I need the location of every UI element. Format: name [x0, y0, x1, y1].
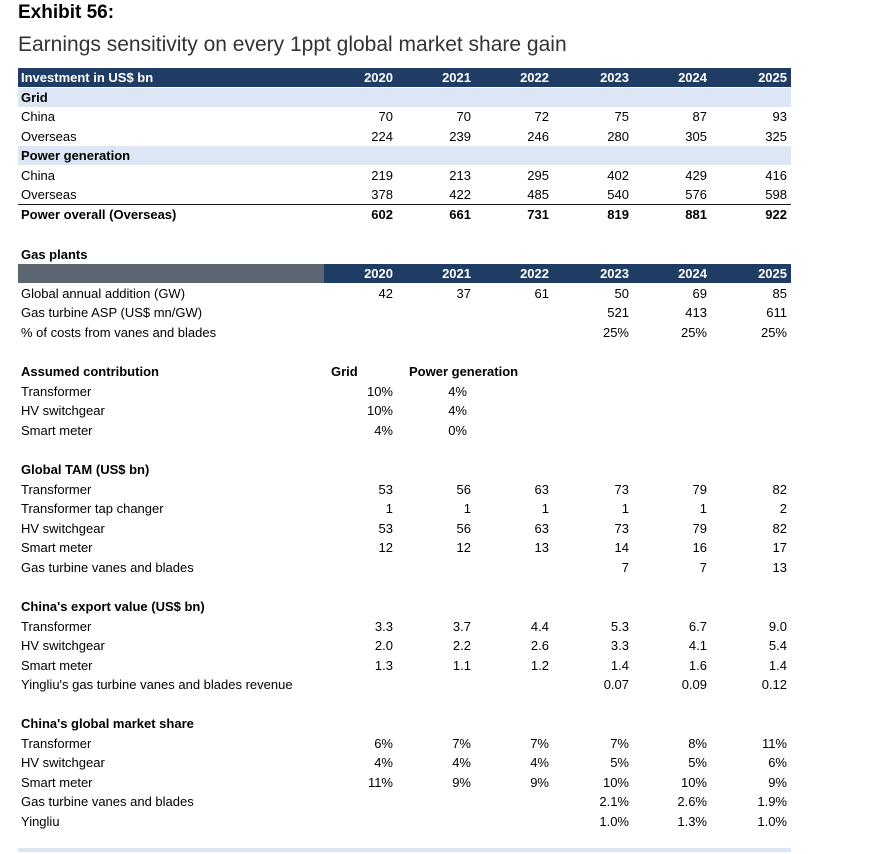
cell-value: 56 [456, 481, 471, 497]
cell-value: 4% [374, 755, 393, 770]
row-label: Transformer tap changer [21, 501, 164, 516]
cell-value: 1.0% [599, 813, 629, 829]
cell-value: 9% [530, 774, 549, 790]
cell-value: 12 [378, 540, 393, 555]
cell-value: 219 [371, 167, 393, 183]
cell-value: 53 [378, 520, 393, 536]
contribution-grid-value: 10% [366, 383, 393, 399]
export-title-row [18, 597, 791, 616]
cell-value: 53 [378, 481, 393, 497]
cell-value: 1.3 [374, 657, 393, 673]
grid-band-row [18, 88, 791, 107]
contribution-power-value: 4% [448, 383, 467, 399]
cell-value: 731 [527, 206, 549, 222]
row-label: Smart meter [21, 774, 93, 790]
cell-value: 325 [765, 128, 787, 144]
cell-value: 25% [602, 324, 629, 340]
share-row-1 [18, 753, 791, 772]
power-total-row [18, 205, 791, 224]
cell-value: 1 [541, 501, 549, 516]
contribution-row-1 [18, 401, 791, 420]
row-label: Transformer [21, 735, 92, 751]
cell-value: 246 [527, 128, 549, 144]
grid-row-1 [18, 127, 791, 146]
cell-value: 73 [614, 481, 629, 497]
row-label: Overseas [21, 128, 77, 144]
year-header-2021: 2021 [442, 266, 471, 281]
grid-row-0 [18, 107, 791, 126]
gas-header-blue-block [324, 264, 791, 283]
contribution-power-value: 4% [448, 403, 467, 418]
cell-value: 576 [685, 187, 707, 202]
row-label: Smart meter [21, 657, 93, 673]
cell-value: 10% [680, 774, 707, 790]
cell-value: 7% [530, 735, 549, 751]
cell-value: 69 [692, 285, 707, 301]
cell-value: 5.3 [610, 618, 629, 634]
cell-value: 2.6% [677, 794, 707, 809]
cell-value: 540 [607, 187, 629, 202]
year-header-2021: 2021 [442, 70, 471, 85]
cell-value: 9% [452, 774, 471, 790]
gas-header-grey-block [18, 264, 324, 283]
contribution-grid-value: 4% [374, 422, 393, 438]
row-label: HV switchgear [21, 403, 105, 418]
cell-value: 416 [765, 167, 787, 183]
gas-header-row [18, 264, 791, 283]
cell-value: 3.3 [374, 618, 393, 634]
cell-value: 1.2 [530, 657, 549, 673]
cell-value: 1.6 [688, 657, 707, 673]
share-row-3 [18, 792, 791, 811]
gas-row-2 [18, 323, 791, 342]
contribution-header-row [18, 362, 791, 381]
share-row-4 [18, 812, 791, 831]
cell-value: 1 [463, 501, 471, 516]
row-label: HV switchgear [21, 638, 105, 653]
row-label: Transformer [21, 383, 92, 399]
row-label: Grid [21, 89, 48, 105]
row-label: China's global market share [21, 716, 194, 731]
cell-value: 63 [534, 520, 549, 536]
year-header-2025: 2025 [758, 266, 787, 281]
cell-value: 224 [371, 128, 393, 144]
cell-value: 1 [385, 501, 393, 516]
cell-value: 429 [685, 167, 707, 183]
cell-value: 13 [772, 559, 787, 575]
cell-value: 82 [772, 481, 787, 497]
cell-value: 1.0% [757, 813, 787, 829]
row-label: Transformer [21, 618, 92, 634]
cell-value: 239 [449, 128, 471, 144]
cell-value: 56 [456, 520, 471, 536]
year-header-2024: 2024 [678, 266, 707, 281]
cell-value: 4% [452, 755, 471, 770]
cell-value: 50 [614, 285, 629, 301]
row-label: Gas turbine ASP (US$ mn/GW) [21, 305, 203, 320]
year-header-2023: 2023 [600, 70, 629, 85]
row-label: China [21, 167, 55, 183]
cell-value: 10% [602, 774, 629, 790]
cell-value: 0.07 [603, 677, 629, 692]
year-header-2022: 2022 [520, 266, 549, 281]
cell-value: 25% [680, 324, 707, 340]
cell-value: 42 [378, 285, 393, 301]
row-label: Smart meter [21, 540, 93, 555]
exhibit-title: Earnings sensitivity on every 1ppt global market share gain [18, 33, 567, 56]
cell-value: 402 [607, 167, 629, 183]
cell-value: 4.4 [530, 618, 549, 634]
cell-value: 521 [607, 305, 629, 320]
share-title-row [18, 714, 791, 733]
year-header-2025: 2025 [758, 70, 787, 85]
cell-value: 93 [772, 109, 787, 124]
contribution-power-value: 0% [448, 422, 467, 438]
cell-value: 16 [692, 540, 707, 555]
cell-value: 6% [768, 755, 787, 770]
cell-value: 2.0 [374, 638, 393, 653]
cell-value: 598 [765, 187, 787, 202]
cell-value: 1.9% [757, 794, 787, 809]
tam-row-2 [18, 519, 791, 538]
row-label: Global TAM (US$ bn) [21, 462, 150, 477]
cell-value: 922 [765, 206, 787, 222]
row-label: Assumed contribution [21, 364, 159, 379]
year-header-2020: 2020 [364, 266, 393, 281]
cell-value: 7 [699, 559, 707, 575]
cell-value: 305 [685, 128, 707, 144]
cell-value: 2 [779, 501, 787, 516]
cell-value: 8% [688, 735, 707, 751]
contribution-row-2 [18, 421, 791, 440]
tam-row-1 [18, 499, 791, 518]
row-label: HV switchgear [21, 755, 105, 770]
power-row-0 [18, 166, 791, 185]
cell-value: 413 [685, 305, 707, 320]
row-label: HV switchgear [21, 520, 105, 536]
gas-row-0 [18, 284, 791, 303]
year-header-2023: 2023 [600, 266, 629, 281]
cell-value: 1.4 [610, 657, 629, 673]
row-label: Power overall (Overseas) [21, 206, 177, 222]
row-label: Smart meter [21, 422, 93, 438]
cell-value: 2.2 [452, 638, 471, 653]
year-header-2020: 2020 [364, 70, 393, 85]
row-label: Overseas [21, 187, 77, 202]
cell-value: 7 [621, 559, 629, 575]
cell-value: 61 [534, 285, 549, 301]
row-label: China's export value (US$ bn) [21, 599, 205, 614]
cell-value: 13 [534, 540, 549, 555]
tam-title-row [18, 460, 791, 479]
cell-value: 602 [371, 206, 393, 222]
cell-value: 72 [534, 109, 549, 124]
cell-value: 4% [530, 755, 549, 770]
cell-value: 9% [768, 774, 787, 790]
share-row-2 [18, 773, 791, 792]
cell-value: 4.1 [688, 638, 707, 653]
cell-value: 87 [692, 109, 707, 124]
row-label: Investment in US$ bn [21, 70, 154, 85]
cell-value: 12 [456, 540, 471, 555]
cell-value: 280 [607, 128, 629, 144]
row-label: Transformer [21, 481, 92, 497]
cell-value: 25% [760, 324, 787, 340]
cell-value: 819 [607, 206, 629, 222]
year-header-2022: 2022 [520, 70, 549, 85]
cell-value: 79 [692, 520, 707, 536]
contribution-grid-value: 10% [366, 403, 393, 418]
row-label: Yingliu's gas turbine vanes and blades revenue [21, 677, 293, 692]
cell-value: 9.0 [768, 618, 787, 634]
cell-value: 0.12 [761, 677, 787, 692]
cell-value: 11% [367, 774, 393, 790]
cell-value: 70 [456, 109, 471, 124]
cell-value: 7% [452, 735, 471, 751]
export-row-1 [18, 636, 791, 655]
cell-value: 3.7 [452, 618, 471, 634]
cell-value: 70 [378, 109, 393, 124]
contribution-col-grid: Grid [331, 364, 358, 379]
investment-header-row [18, 68, 791, 87]
row-label: Gas turbine vanes and blades [21, 794, 194, 809]
cell-value: 6.7 [688, 618, 707, 634]
cell-value: 1.3% [677, 813, 707, 829]
cell-value: 6% [374, 735, 393, 751]
cell-value: 75 [614, 109, 629, 124]
gas-title-row [18, 245, 791, 264]
tam-row-0 [18, 480, 791, 499]
exhibit-number: Exhibit 56: [18, 2, 115, 23]
export-row-0 [18, 617, 791, 636]
share-row-0 [18, 734, 791, 753]
export-row-3 [18, 675, 791, 694]
cell-value: 422 [449, 187, 471, 202]
cell-value: 11% [761, 735, 787, 751]
tam-row-3 [18, 538, 791, 557]
gas-row-1 [18, 303, 791, 322]
cell-value: 79 [692, 481, 707, 497]
cell-value: 2.1% [599, 794, 629, 809]
row-label: Global annual addition (GW) [21, 285, 186, 301]
contribution-col-power: Power generation [409, 364, 519, 379]
cell-value: 14 [614, 540, 629, 555]
cell-value: 1 [699, 501, 707, 516]
cell-value: 611 [766, 305, 787, 320]
power-band-row [18, 146, 791, 165]
row-label: Power generation [21, 148, 131, 163]
export-row-2 [18, 656, 791, 675]
cell-value: 73 [614, 520, 629, 536]
cell-value: 378 [371, 187, 393, 202]
cell-value: 17 [772, 540, 787, 555]
cell-value: 2.6 [530, 638, 549, 653]
year-header-2024: 2024 [678, 70, 707, 85]
cell-value: 213 [449, 167, 471, 183]
cell-value: 881 [685, 206, 707, 222]
row-label: China [21, 109, 55, 124]
cell-value: 1 [621, 501, 629, 516]
cell-value: 295 [527, 167, 549, 183]
cell-value: 5% [610, 755, 629, 770]
row-label: Yingliu [21, 813, 60, 829]
row-label: Gas plants [21, 247, 88, 262]
row-label: % of costs from vanes and blades [21, 324, 217, 340]
cell-value: 85 [772, 285, 787, 301]
power-row-1 [18, 185, 791, 205]
cell-value: 7% [610, 735, 629, 751]
cell-value: 5% [688, 755, 707, 770]
cell-value: 1.4 [768, 657, 787, 673]
cell-value: 37 [456, 285, 471, 301]
cell-value: 63 [534, 481, 549, 497]
table-bottom-band [18, 848, 791, 852]
cell-value: 0.09 [681, 677, 707, 692]
cell-value: 1.1 [452, 657, 471, 673]
cell-value: 5.4 [768, 638, 787, 653]
contribution-row-0 [18, 382, 791, 401]
cell-value: 3.3 [610, 638, 629, 653]
tam-row-4 [18, 558, 791, 577]
row-label: Gas turbine vanes and blades [21, 559, 194, 575]
cell-value: 661 [449, 206, 471, 222]
cell-value: 82 [772, 520, 787, 536]
cell-value: 485 [527, 187, 549, 202]
